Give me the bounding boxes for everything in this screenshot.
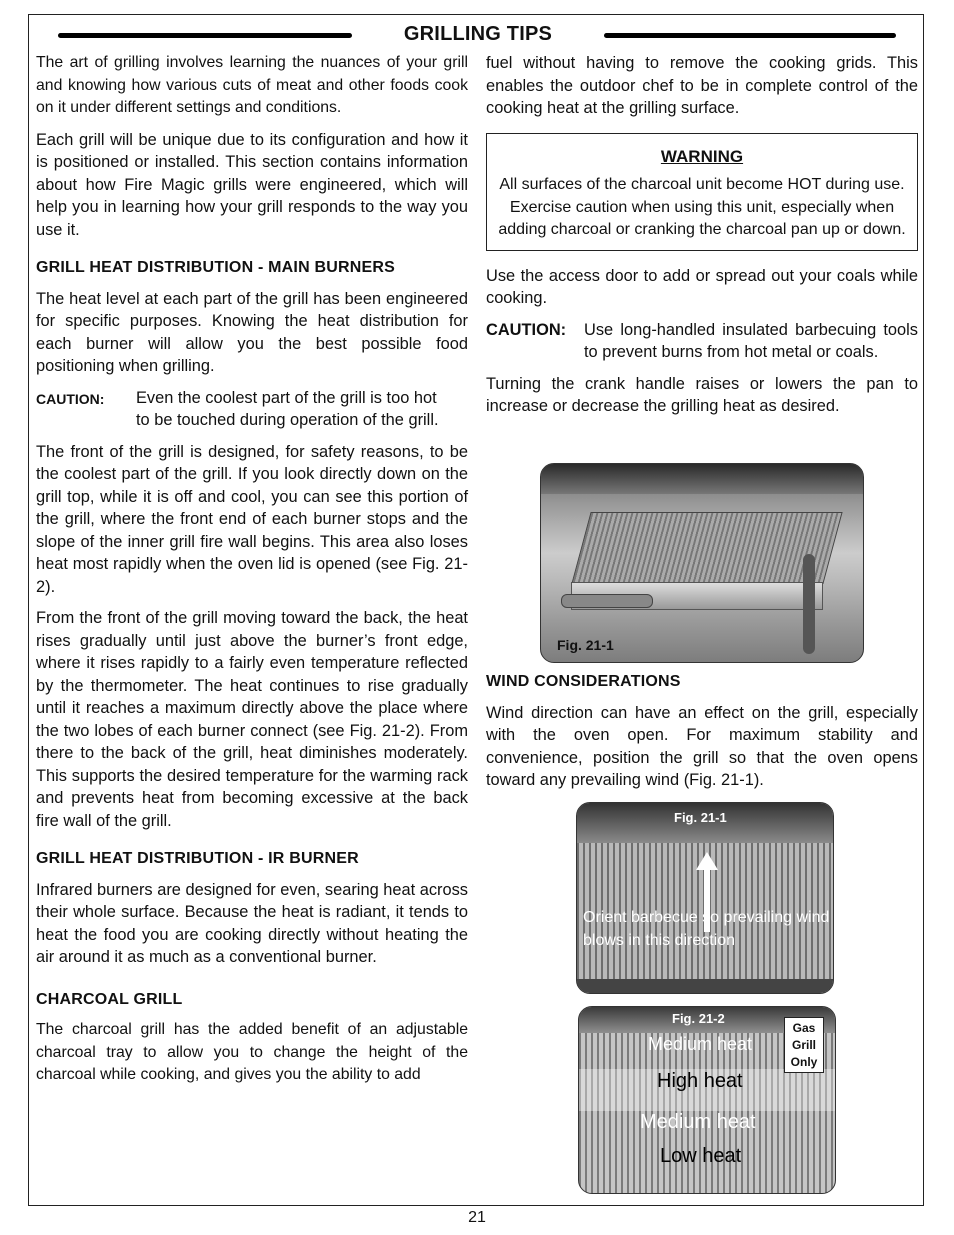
- uniqueness-paragraph: Each grill will be unique due to its configuration and how it is positioned or installed. This section contains information about how Fire Magic grills were engineered, which will help you in learning how your grill responds to the way you use it.: [36, 130, 468, 239]
- heat-label-medium: Medium heat: [640, 1111, 756, 1133]
- caution-text: Use long-handled insulated barbecuing tools to prevent burns from hot metal or coals.: [584, 320, 918, 361]
- ir-burner-heading: GRILL HEAT DISTRIBUTION - IR BURNER: [36, 850, 359, 867]
- right-column: [486, 52, 918, 427]
- page-title: GRILLING TIPS: [403, 23, 553, 45]
- door-handle: [561, 594, 653, 608]
- figure-label: Fig. 21-2: [672, 1011, 725, 1026]
- wind-section: [486, 671, 918, 801]
- heat-rise-paragraph: From the front of the grill moving toward the back, the heat rises gradually until just above the burner’s front edge, where it rises rapidly to a fairly even temperature reflected by the thermometer. The heat continues to rise gradually until it reaches a maximum directly above the place where the two lobes of each burner connect (see Fig. 21-2). From there to the back of the grill, heat diminishes moderately. This supports the desired temperature for the warming rack and prevents heat from becoming excessive at the back fire wall of the grill.: [36, 609, 468, 830]
- access-door-paragraph: Use the access door to add or spread out your coals while cooking.: [486, 266, 918, 307]
- front-grill-paragraph: The front of the grill is designed, for safety reasons, to be the coolest part of the grill. If you look directly down on the grill top, while it is off and cool, you can see this portion of the grill, where the front end of each burner stops and the slope of the inner grill fire wall begins. This area also loses heat most rapidly when the oven lid is opened (see Fig. 21-2).: [36, 442, 468, 596]
- heat-label-medium-top: Medium heat: [648, 1034, 753, 1054]
- title-rule-left: [58, 33, 352, 38]
- figure-label: Fig. 21-1: [674, 810, 727, 825]
- intro-paragraph: The art of grilling involves learning the nuances of your grill and knowing how various cuts of meat and other foods cook on it under different settings and conditions.: [36, 54, 468, 116]
- charcoal-tray-photo: [540, 463, 864, 663]
- title-rule-right: [604, 33, 896, 38]
- grill-front-edge: [577, 979, 833, 993]
- caution-label: CAUTION:: [36, 390, 105, 407]
- orient-caption: Orient barbecue so prevailing wind blows in this direction: [583, 909, 830, 949]
- heat-level-paragraph: The heat level at each part of the grill has been engineered for specific purposes. Knowing the heat distribution for each burner will allow you the best possible food positioning when grilling.: [36, 289, 468, 375]
- fuel-paragraph: fuel without having to remove the cooking grids. This enables the outdoor chef to be in complete control of the cooking heat at the grilling surface.: [486, 54, 918, 117]
- caution-note-left: [36, 387, 468, 432]
- warning-box: [486, 133, 918, 251]
- caution-text: Even the coolest part of the grill is too hot to be touched during operation of the grill.: [136, 388, 439, 429]
- main-burners-heading: GRILL HEAT DISTRIBUTION - MAIN BURNERS: [36, 259, 395, 276]
- caution-note-right: [486, 319, 918, 364]
- crank-paragraph: Turning the crank handle raises or lowers the pan to increase or decrease the grilling heat as desired.: [486, 374, 918, 415]
- charcoal-tray: [571, 512, 842, 584]
- charcoal-paragraph: The charcoal grill has the added benefit of an adjustable charcoal tray to allow you to change the height of the charcoal while cooking, and gives you the ability to add: [36, 1021, 468, 1083]
- caution-label: CAUTION:: [486, 320, 567, 339]
- gas-grill-only-badge: Gas Grill Only: [784, 1017, 824, 1073]
- wind-paragraph: Wind direction can have an effect on the grill, especially with the oven open. For maximum stability and convenience, position the grill so that the oven opens toward any prevailing wind (Fig. 21-1).: [486, 703, 918, 789]
- charcoal-grill-heading: CHARCOAL GRILL: [36, 990, 183, 1008]
- grill-top-shadow: [541, 464, 863, 494]
- left-column: [36, 52, 468, 1096]
- figure-caption: Fig. 21-1: [557, 637, 614, 653]
- heat-label-low: Low heat: [660, 1145, 742, 1167]
- wind-heading: WIND CONSIDERATIONS: [486, 673, 681, 690]
- heat-label-high: High heat: [657, 1070, 743, 1092]
- infrared-paragraph: Infrared burners are designed for even, searing heat across their whole surface. Because the heat is radiant, it tends to heat the food you are cooking directly without heating the air around it as much as a conventional burner.: [36, 880, 468, 966]
- warning-title: WARNING: [660, 146, 744, 166]
- crank-handle: [803, 554, 815, 654]
- page-number: 21: [468, 1209, 486, 1226]
- warning-text: All surfaces of the charcoal unit become HOT during use. Exercise caution when using this unit, especially when adding charcoal or cranking the charcoal pan up or down.: [498, 176, 906, 238]
